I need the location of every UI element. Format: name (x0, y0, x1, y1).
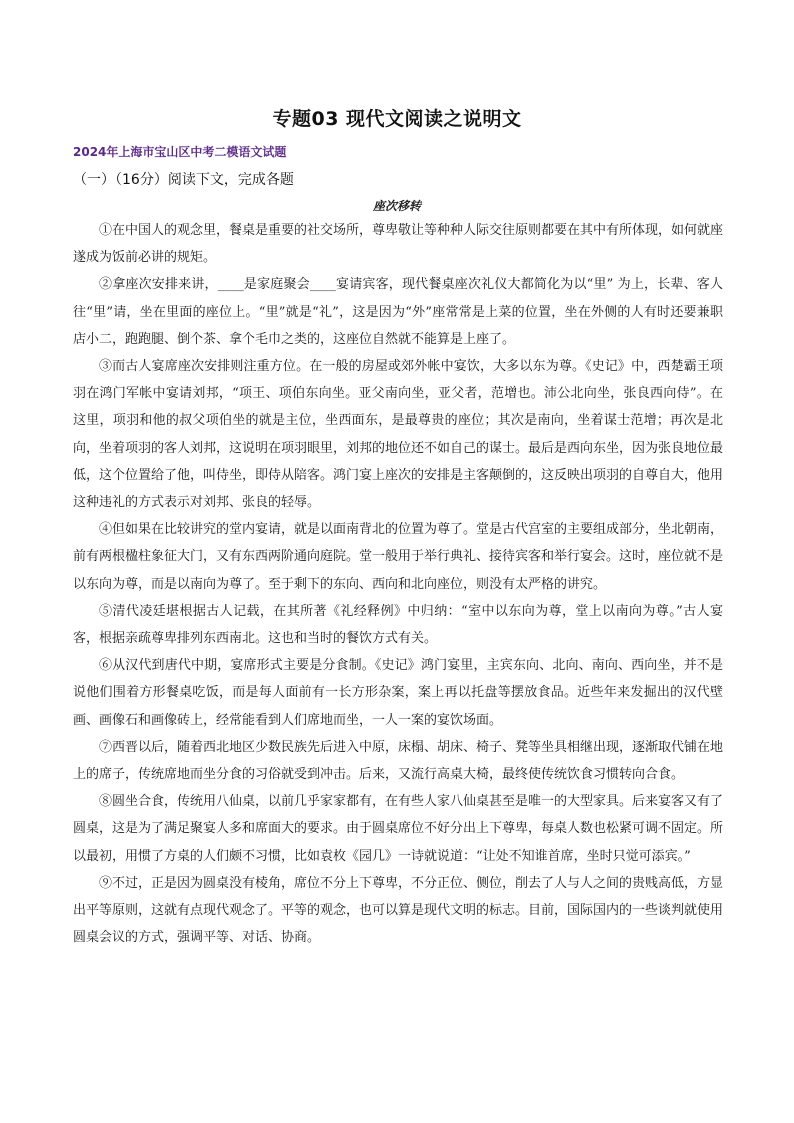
page-title: 专题03 现代文阅读之说明文 (272, 108, 522, 130)
paragraph-1: ①在中国人的观念里，餐桌是重要的社交场所，尊卑敬让等种种人际交往原则都要在其中有所体现，如何就座遂成为饭前必讲的规矩。 (73, 223, 724, 266)
paragraph-7: ⑦西晋以后，随着西北地区少数民族先后进入中原，床榻、胡床、椅子、凳等坐具相继出现，逐渐取代铺在地上的席子，传统席地而坐分食的习俗就受到冲击。后来，又流行高桌大椅，最终使传统饮食习惯转向合食。 (73, 739, 724, 783)
paragraph-4: ④但如果在比较讲究的堂内宴请，就是以面南背北的位置为尊了。堂是古代宫室的主要组成部分，坐北朝南，前有两根楹柱象征大门，又有东西两阶通向庭院。堂一般用于举行典礼、接待宾客和举行宴会。这时，座位就不是以东向为尊，而是以南向为尊了。至于剩下的东向、西向和北向座位，则没有太严格的讲究。 (73, 522, 724, 592)
article-body (73, 217, 723, 951)
paragraph-3: ③而古人宴席座次安排则注重方位。在一般的房屋或郊外帐中宴饮，大多以东为尊。《史记》中，西楚霸王项羽在鸿门军帐中宴请刘邦，“项王、项伯东向坐。亚父南向坐，亚父者，范增也。沛公北向坐，张良西向侍”。在这里，项羽和他的叔父项伯坐的就是主位，坐西面东，是最尊贵的座位；其次是南向，坐着谋士范增；再次是北向，坐着项羽的客人刘邦，这说明在项羽眼里，刘邦的地位还不如自己的谋士。最后是西向东坐，因为张良地位最低，这个位置给了他，叫侍坐，即侍从陪客。鸿门宴上座次的安排是主客颠倒的，这反映出项羽的自尊自大，他用这种违礼的方式表示对刘邦、张良的轻辱。 (73, 359, 724, 511)
exam-source: 2024年上海市宝山区中考二模语文试题 (73, 145, 287, 159)
article-title: 座次移转 (372, 199, 421, 213)
paragraph-9: ⑨不过，正是因为圆桌没有棱角，席位不分上下尊卑，不分正位、侧位，削去了人与人之间的贵贱高低，方显出平等原则，这就有点现代观念了。平等的观念，也可以算是现代文明的标志。目前，国际国内的一些谈判就使用圆桌会议的方式，强调平等、对话、协商。 (73, 875, 724, 946)
section-heading: （一）（16分）阅读下文，完成各题 (73, 172, 294, 188)
paragraph-6: ⑥从汉代到唐代中期，宴席形式主要是分食制。《史记》鸿门宴里，主宾东向、北向、南向、西向坐，并不是说他们围着方形餐桌吃饭，而是每人面前有一长方形杂案，案上再以托盘等摆放食品。近些年来发掘出的汉代壁画、画像石和画像砖上，经常能看到人们席地而坐，一人一案的宴饮场面。 (73, 658, 723, 728)
paragraph-8: ⑧圆坐合食，传统用八仙桌，以前几乎家家都有，在有些人家八仙桌甚至是唯一的大型家具。后来宴客又有了圆桌，这是为了满足聚宴人多和席面大的要求。由于圆桌席位不好分出上下尊卑，每桌人数也松紧可调不固定。所以最初，用惯了方桌的人们颇不习惯，比如袁枚《园几》一诗就说道：“让处不知谁首席，坐时只觉可添宾。” (73, 794, 724, 864)
paragraph-2: ②拿座次安排来讲，____是家庭聚会____宴请宾客，现代餐桌座次礼仪大都简化为以“里” 为上，长辈、客人往“里”请，坐在里面的座位上。“里”就是“礼”，这是因为“外”座常常是上菜的位置，坐在外侧的人有时还要兼职店小二，跑跑腿、倒个茶、拿个毛巾之类的，这座位自然就不能算是上座了。 (73, 277, 723, 347)
paragraph-5: ⑤清代凌廷堪根据古人记载，在其所著《礼经释例》中归纳：“室中以东向为尊，堂上以南向为尊。”古人宴客，根据亲疏尊卑排列东西南北。这也和当时的餐饮方式有关。 (73, 603, 723, 647)
